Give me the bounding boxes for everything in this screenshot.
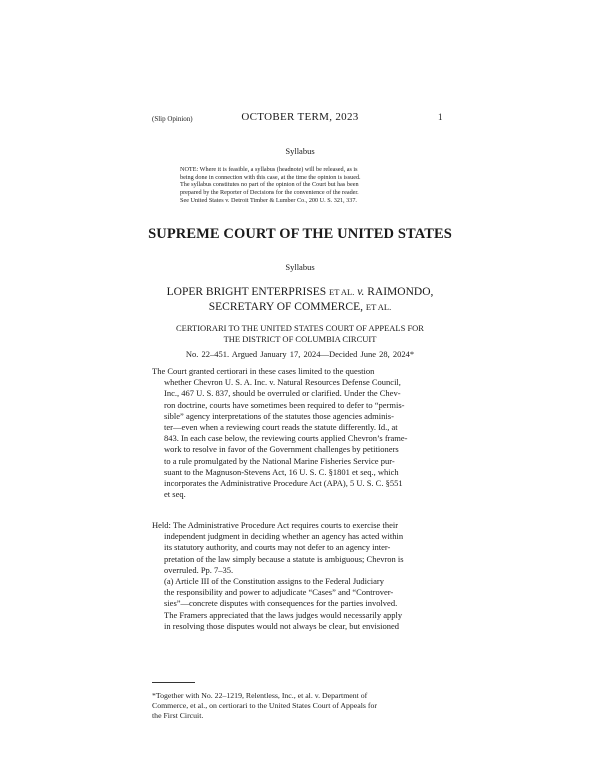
text-line: whether Chevron U. S. A. Inc. v. Natural Resources Defense Council, bbox=[164, 377, 401, 388]
syllabus-label: Syllabus bbox=[285, 146, 315, 156]
certiorari-line: THE DISTRICT OF COLUMBIA CIRCUIT bbox=[223, 334, 377, 344]
caption-et-al: ET AL. bbox=[329, 287, 355, 297]
certiorari-heading bbox=[0, 323, 600, 345]
caption-versus: v. bbox=[357, 286, 365, 298]
text-line: ter—even when a reviewing court reads the statute differently. Id., at bbox=[164, 422, 398, 433]
text-line: pretation of the law simply because a statute is ambiguous; Chevron is bbox=[164, 553, 404, 564]
caption-et-al: ET AL. bbox=[365, 302, 392, 312]
caption-party-1: LOPER BRIGHT ENTERPRISES bbox=[166, 286, 327, 298]
text-line: the responsibility and power to adjudicate “Cases” and “Controver- bbox=[164, 587, 394, 598]
text-line: Held: The Administrative Procedure Act requires courts to exercise their bbox=[152, 520, 399, 530]
text-line: suant to the Magnuson-Stevens Act, 16 U. S. C. §1801 et seq., which bbox=[164, 466, 399, 477]
note-line: The syllabus constitutes no part of the opinion of the Court but has been bbox=[180, 181, 359, 189]
note-line: being done in connection with this case, at the time the opinion is issued. bbox=[180, 173, 361, 181]
note-line: See United States v. Detroit Timber & Lumber Co., 200 U. S. 321, 337. bbox=[180, 196, 357, 204]
page-number: 1 bbox=[438, 112, 443, 122]
slip-opinion-label: (Slip Opinion) bbox=[152, 115, 193, 123]
text-line: sible” agency interpretations of the statutes those agencies adminis- bbox=[164, 410, 394, 421]
term-heading: OCTOBER TERM, 2023 bbox=[241, 111, 359, 123]
caption-party-2-title: SECRETARY OF COMMERCE, bbox=[208, 301, 364, 313]
caption-line-1 bbox=[0, 285, 600, 300]
text-line: its statutory authority, and courts may not defer to an agency inter- bbox=[164, 542, 391, 553]
court-name: SUPREME COURT OF THE UNITED STATES bbox=[148, 226, 452, 242]
footnote-line: Commerce, et al., on certiorari to the United States Court of Appeals for bbox=[152, 701, 377, 711]
footnote-line: *Together with No. 22–1219, Relentless, Inc., et al. v. Department of bbox=[152, 691, 368, 700]
note-line: prepared by the Reporter of Decisions for the convenience of the reader. bbox=[180, 189, 359, 197]
text-line: The Court granted certiorari in these cases limited to the question bbox=[152, 366, 375, 376]
syllabus-holding bbox=[152, 520, 446, 632]
footnote-line: the First Circuit. bbox=[152, 711, 204, 721]
docket-line: No. 22–451. Argued January 17, 2024—Decided June 28, 2024* bbox=[185, 349, 415, 359]
text-line: The Framers appreciated that the laws judges would necessarily apply bbox=[164, 609, 403, 620]
footnote-divider bbox=[152, 682, 195, 683]
text-line: incorporates the Administrative Procedure Act (APA), 5 U. S. C. §551 bbox=[164, 478, 403, 489]
text-line: overruled. Pp. 7–35. bbox=[164, 564, 234, 575]
certiorari-line: CERTIORARI TO THE UNITED STATES COURT OF APPEALS FOR bbox=[176, 323, 424, 333]
text-line: ron doctrine, courts have sometimes been required to defer to “permis- bbox=[164, 399, 405, 410]
case-caption bbox=[0, 285, 600, 315]
syllabus-paragraph-1 bbox=[152, 366, 446, 500]
text-line: sies”—concrete disputes with consequences for the parties involved. bbox=[164, 598, 398, 609]
text-line: to a rule promulgated by the National Marine Fisheries Service pur- bbox=[164, 455, 395, 466]
text-line: 843. In each case below, the reviewing courts applied Chevron’s frame- bbox=[164, 433, 408, 444]
caption-line-2 bbox=[0, 300, 600, 315]
reporter-note bbox=[180, 166, 430, 205]
text-line: (a) Article III of the Constitution assigns to the Federal Judiciary bbox=[164, 576, 385, 587]
text-line: work to resolve in favor of the Government challenges by petitioners bbox=[164, 444, 399, 455]
footnote bbox=[152, 691, 446, 722]
text-line: in resolving those disputes would not always be clear, but envisioned bbox=[164, 620, 400, 631]
text-line: et seq. bbox=[164, 489, 186, 500]
syllabus-label-secondary: Syllabus bbox=[285, 262, 315, 272]
text-line: independent judgment in deciding whether an agency has acted within bbox=[164, 531, 404, 542]
caption-party-2: RAIMONDO, bbox=[367, 286, 434, 298]
note-line: NOTE: Where it is feasible, a syllabus (headnote) will be released, as is bbox=[180, 166, 358, 173]
text-line: Inc., 467 U. S. 837, should be overruled or clarified. Under the Chev- bbox=[164, 388, 401, 399]
